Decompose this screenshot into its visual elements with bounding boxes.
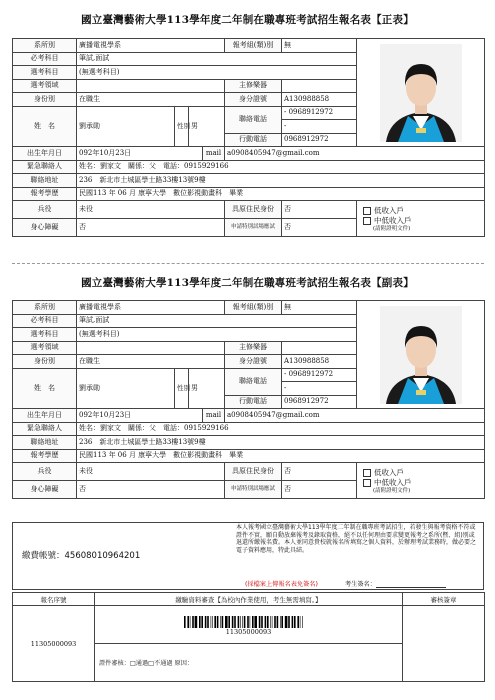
barcode-bar xyxy=(194,616,197,628)
name-label: 姓 名 xyxy=(13,106,77,147)
barcode-bar xyxy=(210,616,211,628)
barcode-bar xyxy=(216,616,218,628)
main-instrument-label: 主修樂器 xyxy=(225,341,282,355)
main-form-table xyxy=(12,38,485,237)
required-subject-value: 筆試,面試 xyxy=(77,314,357,328)
department-value: 廣播電視學系 xyxy=(77,39,225,53)
contact-phone-label: 聯絡電話 xyxy=(225,368,282,395)
signature-line xyxy=(345,579,446,588)
barcode-bar xyxy=(288,616,290,628)
disability-value: 否 xyxy=(77,481,225,499)
required-subject-value: 筆試,面試 xyxy=(77,52,357,66)
barcode-bar xyxy=(212,616,213,628)
disability-label: 身心障礙 xyxy=(13,219,77,237)
department-label: 系所別 xyxy=(13,39,77,53)
barcode-bar xyxy=(297,616,299,628)
name-value: 劉承勛 xyxy=(77,106,175,147)
income-cell xyxy=(357,201,485,237)
barcode-bar xyxy=(184,616,186,628)
special-request-value: 否 xyxy=(282,481,357,499)
indigenous-label: 具原住民身份 xyxy=(225,201,282,219)
barcode-bar xyxy=(254,616,257,628)
mid-low-income-label: 中低收入戶 xyxy=(374,215,412,225)
barcode-bar xyxy=(294,616,296,628)
review-header: 繳驗資料審查【為校內作業使用，考生無需填寫。】 xyxy=(95,593,403,606)
stamp-cell xyxy=(403,606,485,682)
identity-label: 身份別 xyxy=(13,355,77,369)
military-label: 兵役 xyxy=(13,463,77,481)
id-number-value: A130988858 xyxy=(282,93,357,107)
birth-date-label: 出生年月日 xyxy=(13,409,77,423)
income-note: (請附證明文件) xyxy=(373,487,411,494)
income-note: (請附證明文件) xyxy=(373,225,411,232)
gender-value: 男 xyxy=(189,106,225,147)
elective-subject-label: 選考科目 xyxy=(13,66,77,80)
barcode-bar xyxy=(274,616,276,628)
main-instrument-value xyxy=(282,341,357,355)
id-number-label: 身分證號 xyxy=(225,93,282,107)
barcode-bar xyxy=(201,616,203,628)
barcode-bar xyxy=(247,616,249,628)
low-income-checkbox[interactable] xyxy=(363,469,371,477)
mail-value: a0908405947@gmail.com xyxy=(225,409,485,423)
military-label: 兵役 xyxy=(13,201,77,219)
indigenous-value: 否 xyxy=(282,463,357,481)
elective-subject-label: 選考科目 xyxy=(13,328,77,342)
barcode-bar xyxy=(228,616,230,628)
special-request-label: 申請特別試場應試 xyxy=(225,481,282,499)
military-value: 未役 xyxy=(77,201,225,219)
birth-date-value: 092年10月23日 xyxy=(77,147,203,161)
barcode-bar xyxy=(243,616,245,628)
identity-value: 在職生 xyxy=(77,93,225,107)
payment-account xyxy=(22,549,140,561)
serial-value: 11305000093 xyxy=(13,606,95,682)
barcode-bar xyxy=(237,616,239,628)
applicant-photo-cell xyxy=(357,39,485,147)
education-value: 民國113 年 06 月 康寧大學 數位影視動畫科 畢業 xyxy=(77,449,485,463)
contact-phone-value-2: - xyxy=(282,382,357,396)
address-value: 236 新北市土城區學士路33樓13號9樓 xyxy=(77,436,485,450)
applicant-photo-cell xyxy=(357,301,485,409)
name-label: 姓 名 xyxy=(13,368,77,409)
receipt-table xyxy=(12,592,485,682)
barcode-image xyxy=(184,616,314,628)
emergency-value: 姓名：劉家文 關係：父 電話：0915929166 xyxy=(77,160,485,174)
department-label: 系所別 xyxy=(13,301,77,315)
payment-account-number: 45608010964201 xyxy=(64,551,141,561)
department-value: 廣播電視學系 xyxy=(77,301,225,315)
barcode-bar xyxy=(299,616,300,628)
identity-value: 在職生 xyxy=(77,355,225,369)
mail-label: mail xyxy=(203,147,225,161)
required-subject-label: 必考科目 xyxy=(13,314,77,328)
signature-field[interactable] xyxy=(376,581,446,588)
id-number-value: A130988858 xyxy=(282,355,357,369)
name-value: 劉承勛 xyxy=(77,368,175,409)
identity-label: 身份別 xyxy=(13,93,77,107)
special-request-value: 否 xyxy=(282,219,357,237)
barcode-bar xyxy=(187,616,189,628)
barcode-bar xyxy=(240,616,241,628)
barcode-bar xyxy=(192,616,194,628)
barcode-bar xyxy=(281,616,283,628)
barcode-bar xyxy=(261,616,263,628)
mid-low-income-checkbox[interactable] xyxy=(363,479,371,487)
income-cell xyxy=(357,463,485,499)
required-subject-label: 必考科目 xyxy=(13,52,77,66)
exam-group-value: 無 xyxy=(282,39,357,53)
barcode-bar xyxy=(291,616,293,628)
barcode-bar xyxy=(234,616,236,628)
disability-label: 身心障礙 xyxy=(13,481,77,499)
barcode-bar xyxy=(280,616,281,628)
review-line: 證件審核：□通過□不通過 原因： xyxy=(95,644,403,682)
declaration-text: 本人報考國立臺灣藝術大學113學年度二年制在職專班考試招生，若發生與報考資格不符或證件不實，願自動放棄報考及錄取資格，絕不以任何理由要求變更報考之系所(暨、組)別或退還所繳報名費。本人並同意貴校就報名所填寫之個人資料，於辦理考試業務時，做必要之電子資料應用，特此具結。 xyxy=(236,524,477,554)
barcode-bar xyxy=(249,616,250,628)
barcode-bar xyxy=(267,616,269,628)
low-income-label: 低收入戶 xyxy=(374,467,404,477)
mobile-phone-label: 行動電話 xyxy=(225,133,282,147)
mid-low-income-checkbox[interactable] xyxy=(363,217,371,225)
barcode-bar xyxy=(225,616,228,628)
gender-label: 性別 xyxy=(175,106,189,147)
id-number-label: 身分證號 xyxy=(225,355,282,369)
elective-field-label: 選考領域 xyxy=(13,341,77,355)
emergency-value: 姓名：劉家文 關係：父 電話：0915929166 xyxy=(77,422,485,436)
barcode-bar xyxy=(276,616,278,628)
payment-account-label: 繳費帳號： xyxy=(22,551,65,561)
indigenous-value: 否 xyxy=(282,201,357,219)
copy-form-table xyxy=(12,300,485,499)
barcode-bar xyxy=(189,616,190,628)
indigenous-label: 具原住民身份 xyxy=(225,463,282,481)
main-instrument-value xyxy=(282,79,357,93)
barcode-bar xyxy=(214,616,216,628)
cut-line xyxy=(12,263,484,264)
contact-phone-value: - 0968912972 xyxy=(282,106,357,120)
barcode-bar xyxy=(252,616,254,628)
barcode-bar xyxy=(221,616,223,628)
address-label: 聯絡地址 xyxy=(13,436,77,450)
mid-low-income-label: 中低收入戶 xyxy=(374,477,412,487)
applicant-photo xyxy=(380,306,462,404)
address-label: 聯絡地址 xyxy=(13,174,77,188)
education-label: 報考學歷 xyxy=(13,187,77,201)
low-income-label: 低收入戶 xyxy=(374,205,404,215)
mobile-phone-value: 0968912972 xyxy=(282,133,357,147)
elective-subject-value: (無選考科目) xyxy=(77,328,357,342)
elective-field-value xyxy=(77,341,225,355)
barcode-bar xyxy=(284,616,287,628)
birth-date-label: 出生年月日 xyxy=(13,147,77,161)
address-value: 236 新北市土城區學士路33樓13號9樓 xyxy=(77,174,485,188)
barcode-bar xyxy=(199,616,201,628)
serial-header: 報名序號 xyxy=(13,593,95,606)
mobile-phone-label: 行動電話 xyxy=(225,395,282,409)
mail-label: mail xyxy=(203,409,225,423)
elective-subject-value: (無選考科目) xyxy=(77,66,357,80)
contact-phone-value: - 0968912972 xyxy=(282,368,357,382)
special-request-label: 申請特別試場應試 xyxy=(225,219,282,237)
contact-phone-label: 聯絡電話 xyxy=(225,106,282,133)
applicant-photo xyxy=(380,44,462,142)
disability-value: 否 xyxy=(77,219,225,237)
emergency-label: 緊急聯絡人 xyxy=(13,422,77,436)
mail-value: a0908405947@gmail.com xyxy=(225,147,485,161)
emergency-label: 緊急聯絡人 xyxy=(13,160,77,174)
gender-value: 男 xyxy=(189,368,225,409)
form-title-main: 國立臺灣藝術大學113學年度二年制在職專班考試招生報名表【正表】 xyxy=(81,14,414,26)
barcode-bar xyxy=(271,616,272,628)
contact-phone-value-2: - xyxy=(282,120,357,134)
main-instrument-label: 主修樂器 xyxy=(225,79,282,93)
education-value: 民國113 年 06 月 康寧大學 數位影視動畫科 畢業 xyxy=(77,187,485,201)
low-income-checkbox[interactable] xyxy=(363,207,371,215)
barcode-bar xyxy=(302,616,303,628)
mobile-phone-value: 0968912972 xyxy=(282,395,357,409)
exam-group-value: 無 xyxy=(282,301,357,315)
barcode-bar xyxy=(264,616,266,628)
form-title-copy: 國立臺灣藝術大學113學年度二年制在職專班考試招生報名表【副表】 xyxy=(81,277,414,289)
barcode-bar xyxy=(204,616,206,628)
barcode-value: 11305000093 xyxy=(225,627,272,636)
military-value: 未役 xyxy=(77,463,225,481)
barcode-bar xyxy=(242,616,243,628)
barcode-bar xyxy=(258,616,260,628)
exam-group-label: 報考組(類)別 xyxy=(225,39,282,53)
elective-field-value xyxy=(77,79,225,93)
barcode-cell xyxy=(95,606,403,644)
barcode-bar xyxy=(220,616,221,628)
education-label: 報考學歷 xyxy=(13,449,77,463)
signature-label: 考生簽名： xyxy=(345,581,376,588)
exam-group-label: 報考組(類)別 xyxy=(225,301,282,315)
barcode-bar xyxy=(270,616,271,628)
barcode-bar xyxy=(207,616,209,628)
elective-field-label: 選考領域 xyxy=(13,79,77,93)
stamp-header: 審核簽章 xyxy=(403,593,485,606)
upload-note: (採檔案上傳報名表免簽名) xyxy=(245,581,318,588)
birth-date-value: 092年10月23日 xyxy=(77,409,203,423)
barcode-bar xyxy=(231,616,233,628)
gender-label: 性別 xyxy=(175,368,189,409)
